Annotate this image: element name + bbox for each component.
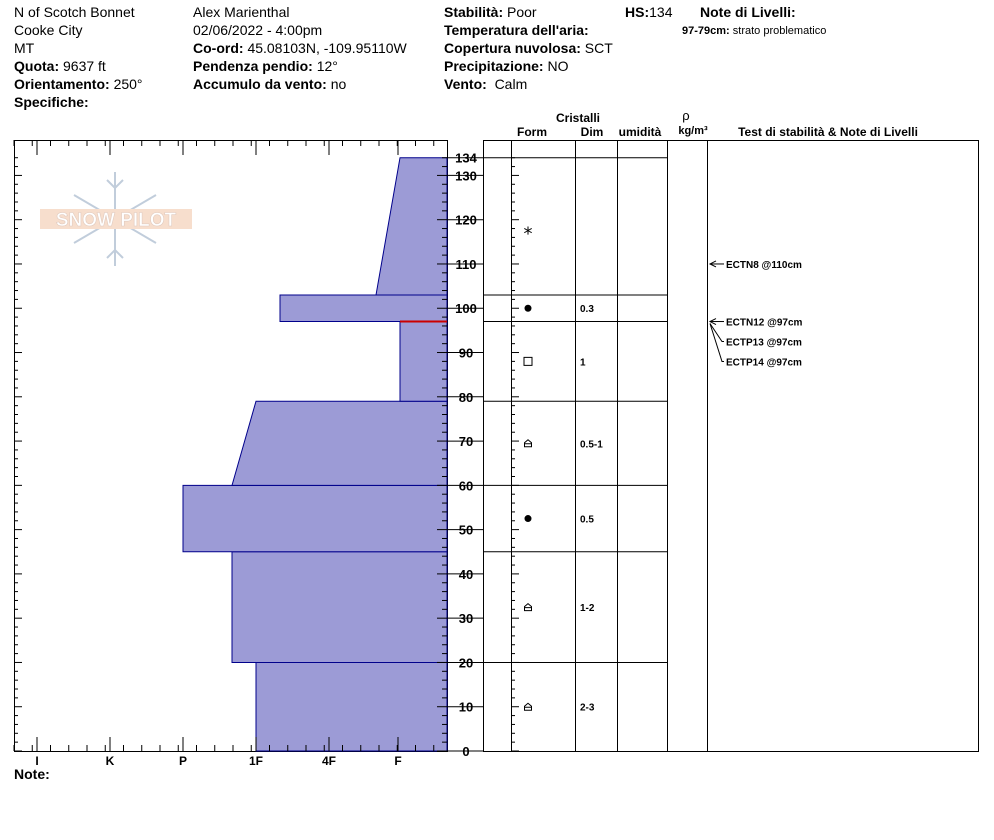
air-temp-label: Temperatura dell'aria: bbox=[444, 22, 589, 38]
new-snow-icon: * bbox=[523, 223, 533, 245]
hardness-tick-label: F bbox=[394, 754, 402, 768]
round-grain-icon bbox=[525, 515, 532, 522]
depth-tick-label: 20 bbox=[458, 655, 474, 671]
depth-hoar-icon bbox=[525, 703, 532, 710]
stability-tests bbox=[710, 260, 803, 369]
depth-tick-label: 40 bbox=[458, 566, 474, 582]
hardness-tick-label: I bbox=[35, 754, 39, 768]
dim-header: Dim bbox=[580, 125, 604, 139]
hardness-layer-bar bbox=[376, 158, 447, 295]
cloud-label: Copertura nuvolosa: bbox=[444, 40, 581, 56]
slope-label: Pendenza pendio: bbox=[193, 58, 313, 74]
layer-notes-label: Note di Livelli: bbox=[700, 4, 796, 20]
city: Cooke City bbox=[14, 22, 83, 38]
depth-tick-label: 10 bbox=[458, 699, 474, 715]
depth-tick-label: 110 bbox=[455, 256, 477, 272]
stability-value: Poor bbox=[507, 4, 537, 20]
rho-header: ρ bbox=[682, 108, 690, 123]
tests-header: Test di stabilità & Note di Livelli bbox=[738, 125, 918, 139]
precip-label: Precipitazione: bbox=[444, 58, 544, 74]
depth-tick-label: 70 bbox=[458, 434, 474, 450]
test-pointer bbox=[710, 324, 724, 362]
notes-label: Note: bbox=[14, 766, 50, 782]
test-label: ECTP14 @97cm bbox=[726, 357, 802, 369]
hardness-layer-bar bbox=[232, 552, 447, 663]
crystal-table bbox=[484, 140, 979, 752]
observer: Alex Marienthal bbox=[193, 4, 290, 20]
logo-text: SNOW PILOT bbox=[55, 210, 177, 231]
elevation-value: 9637 ft bbox=[63, 58, 106, 74]
crystals-header: Cristalli bbox=[555, 111, 601, 125]
wind-label: Vento: bbox=[444, 76, 487, 92]
hardness-tick-label: K bbox=[105, 754, 115, 768]
grain-size-label: 1 bbox=[580, 357, 586, 369]
grain-size-label: 0.3 bbox=[580, 304, 594, 316]
table-frame bbox=[484, 141, 979, 752]
hs-value: 134 bbox=[649, 4, 673, 20]
precip-value: NO bbox=[547, 58, 569, 74]
test-label: ECTN12 @97cm bbox=[726, 317, 803, 329]
depth-tick-label: 130 bbox=[455, 168, 477, 184]
hardness-layer-bar bbox=[400, 322, 447, 402]
test-pointer bbox=[710, 324, 724, 342]
depth-hoar-icon bbox=[525, 440, 532, 447]
faceted-grain-icon bbox=[524, 357, 532, 365]
grain-size-label: 2-3 bbox=[580, 702, 595, 714]
wind-value: Calm bbox=[494, 76, 528, 92]
round-grain-icon bbox=[525, 305, 532, 312]
specifics-label: Specifiche: bbox=[14, 94, 89, 110]
depth-tick-label: 50 bbox=[458, 522, 474, 538]
depth-hoar-icon bbox=[525, 604, 532, 611]
depth-tick-label: 100 bbox=[455, 301, 477, 317]
snowpilot-logo bbox=[40, 172, 192, 266]
depth-tick-label: 90 bbox=[458, 345, 474, 361]
form-header: Form bbox=[517, 125, 547, 139]
depth-tick-label: 30 bbox=[458, 611, 474, 627]
test-label: ECTN8 @110cm bbox=[726, 259, 802, 271]
hardness-layer-bar bbox=[280, 295, 447, 322]
hardness-layer-bar bbox=[183, 485, 447, 551]
datetime: 02/06/2022 - 4:00pm bbox=[193, 22, 323, 38]
location-name: N of Scotch Bonnet bbox=[14, 4, 135, 20]
stability-label: Stabilità: bbox=[444, 4, 504, 20]
slope-value: 12° bbox=[316, 58, 338, 74]
depth-tick-label: 0 bbox=[462, 744, 470, 759]
depth-tick-label: 120 bbox=[455, 212, 477, 228]
state: MT bbox=[14, 40, 35, 56]
grain-size-label: 0.5 bbox=[580, 514, 594, 526]
density-unit: kg/m³ bbox=[678, 125, 708, 137]
test-label: ECTP13 @97cm bbox=[726, 337, 802, 349]
hardness-profile bbox=[183, 158, 447, 751]
layer-note-range: 97-79cm: bbox=[682, 25, 730, 37]
wind-loading-label: Accumulo da vento: bbox=[193, 76, 327, 92]
grain-size-label: 0.5-1 bbox=[580, 439, 603, 451]
wind-loading-value: no bbox=[330, 76, 347, 92]
hardness-tick-label: 1F bbox=[248, 754, 264, 768]
depth-tick-label: 134 bbox=[455, 150, 477, 166]
hardness-layer-bar bbox=[232, 401, 447, 485]
depth-tick-label: 80 bbox=[458, 389, 474, 405]
coord-label: Co-ord: bbox=[193, 40, 244, 56]
aspect-label: Orientamento: bbox=[14, 76, 110, 92]
cloud-value: SCT bbox=[584, 40, 613, 56]
hardness-tick-label: P bbox=[178, 754, 188, 768]
aspect-value: 250° bbox=[113, 76, 143, 92]
hardness-layer-bar bbox=[256, 662, 447, 751]
depth-tick-label: 60 bbox=[458, 478, 474, 494]
humidity-header: umidità bbox=[618, 125, 662, 139]
elevation-label: Quota: bbox=[14, 58, 60, 74]
coord-value: 45.08103N, -109.95110W bbox=[247, 40, 407, 56]
hs-label: HS: bbox=[625, 4, 650, 20]
layer-note-text: strato problematico bbox=[732, 25, 827, 37]
hardness-tick-label: 4F bbox=[321, 754, 337, 768]
grain-size-label: 1-2 bbox=[580, 603, 595, 615]
